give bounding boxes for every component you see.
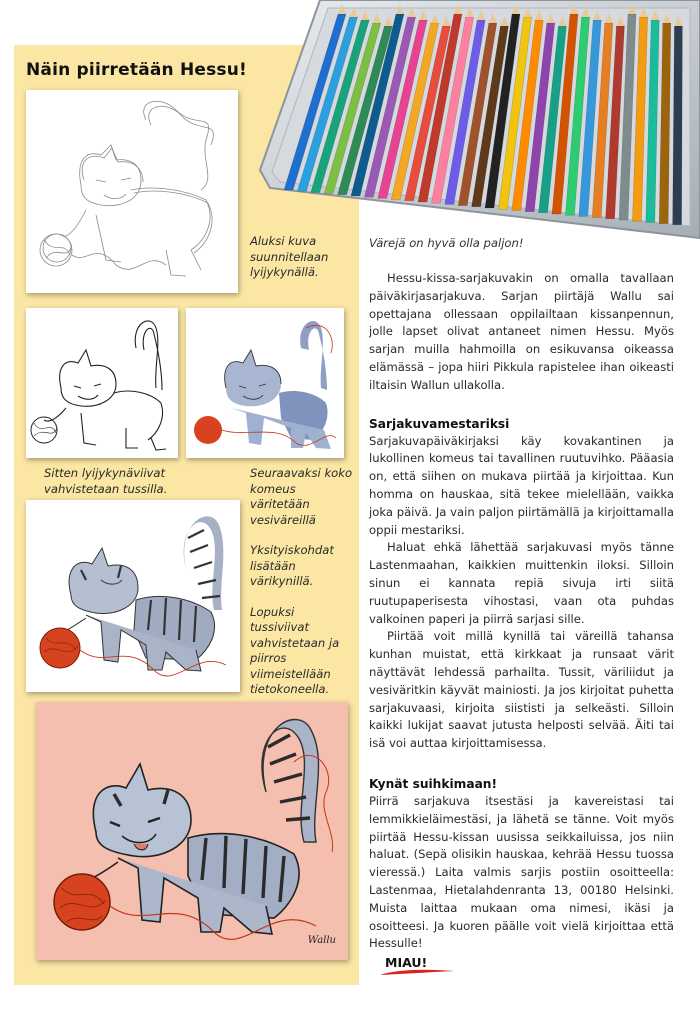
article-body xyxy=(369,270,674,953)
caption-step-1: Aluksi kuva suunnitellaan lyijykynällä. xyxy=(250,234,329,279)
section2-paragraph-1: Piirrä sarjakuva itsestäsi ja kavereistasi tai lemmikkieläimestäsi, ja lähetä se tänne. Voit myös piirtää Hessu-kissan uusissa seikkailuissa, jos niin haluat. (Sepä olisikin hauskaa, kehrää Hessu tuossa vieressä.) Laita valmis sarjis postiin osoitteella: Lastenmaa, Hietalahdenranta 13, 00180 Helsinki. Muista laittaa mukaan oma nimesi, ikäsi ja osoitteesi. Ja kuoren päälle voit vielä kirjoittaa että Hessulle! xyxy=(369,793,674,951)
colored-pencil-illustration xyxy=(26,500,240,692)
caption-step-2: Sitten lyijykynäviivat vahvistetaan tussilla. xyxy=(44,466,168,496)
section1-paragraph-1: Sarjakuvapäiväkirjaksi käy kovakantinen ja lukollinen komeus tai tavallinen ruutuvihko. Pääasia on, että siihen on mukava piirtää ja kirjoittaa. Kun homma on hauskaa, sitä tekee mielellään, vaikka joka päivä. Ja vain paljon piirtämällä ja kirjoittamalla oppii mestariksi. xyxy=(369,433,674,537)
watercolor-illustration xyxy=(186,308,344,458)
panel-title: Näin piirretään Hessu! xyxy=(26,60,248,80)
colored-pencils-photo xyxy=(250,0,700,240)
section1-paragraph-3: Piirtää voit millä kynillä tai väreillä tahansa kunhan muistat, että kirkkaat ja runsaat värit näyttävät lehdessä parhailta. Tussit, väriliidut ja vesiväritkin käyvät mainiosti. Ja jos kirjoitat puhetta sarjakuvaasi, kirjoita siististi ja selkeästi. Silloin kaikki lukijat saavat jutusta helposti selvää. Äiti tai isä voi auttaa kirjoittamisessa. xyxy=(369,629,674,751)
final-illustration xyxy=(36,702,348,960)
article-intro: Hessu-kissa-sarjakuvakin on omalla tavallaan päiväkirjasarjakuva. Sarjan piirtäjä Wallu sai opettajana ollessaan oppilailtaan kissanpennun, jolle lapset olivat antaneet nimen Hessu. Myös sarjan muilla hahmoilla on esikuvansa oikeassa elämässä – jopa hiiri Pikkula rapistelee ihan oikeasti iltaisin Wallun ullakolla. xyxy=(369,271,674,392)
miau-signoff: MIAU! xyxy=(385,955,428,970)
caption-step-5: Lopuksi tussiviivat vahvistetaan ja piirros viimeistellään tietokoneella. xyxy=(250,604,340,696)
section1-paragraph-2: Haluat ehkä lähettää sarjakuvasi myös tänne Lastenmaahan, kaikkien muittenkin iloksi. Silloin sinun ei kannata repiä sivuja irti siitä ruutupaperisesta vihostasi, vaan ota puhdas valkoinen paperi ja piirrä sarjasi sille. xyxy=(369,540,674,626)
section-heading-sarjakuvamestariksi: Sarjakuvamestariksi xyxy=(369,416,510,431)
section-heading-kynat-suihkimaan: Kynät suihkimaan! xyxy=(369,776,498,791)
ink-lineart-illustration xyxy=(26,308,178,458)
caption-step-4: Yksityiskohdat lisätään värikynillä. xyxy=(250,543,334,588)
pencil-sketch-illustration xyxy=(26,90,238,293)
caption-steps-3-5 xyxy=(250,466,355,698)
photo-caption: Värejä on hyvä olla paljon! xyxy=(369,236,524,250)
colored-pencil xyxy=(673,26,683,225)
miau-swoosh-decoration xyxy=(378,967,456,977)
artist-signature: Wallu xyxy=(307,935,336,946)
caption-step-3: Seuraavaksi koko komeus väritetään vesiväreillä xyxy=(250,466,353,527)
